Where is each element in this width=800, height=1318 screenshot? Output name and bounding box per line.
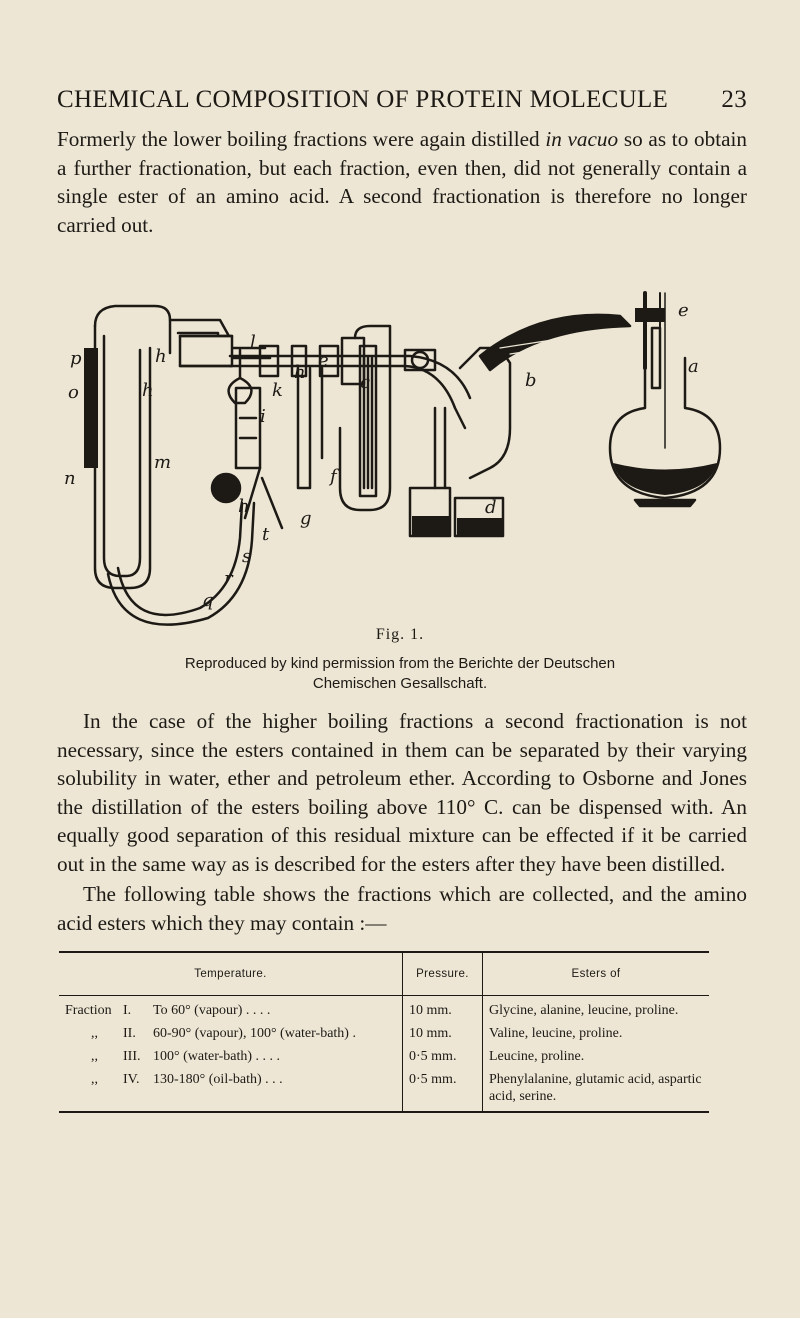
table-row xyxy=(59,1042,709,1065)
figure-letter-a: a xyxy=(688,356,699,377)
fractions-table-container xyxy=(59,951,709,1286)
cell-esters: Valine, leucine, proline. xyxy=(483,1019,710,1042)
cell-esters: Leucine, proline. xyxy=(483,1042,710,1065)
paragraph-1-italic: in vacuo xyxy=(545,127,619,151)
cell-temperature xyxy=(59,1042,403,1065)
cell-pressure: 10 mm. xyxy=(403,996,483,1020)
figure-letter-m: m xyxy=(154,452,172,473)
paragraph-1 xyxy=(57,125,747,239)
cell-temperature xyxy=(59,1019,403,1042)
figure-letter-h2: h xyxy=(294,362,306,383)
figure-letter-e2: e xyxy=(678,300,689,321)
header-temperature: Temperature. xyxy=(59,952,403,996)
table-row xyxy=(59,1019,709,1042)
running-head-title: CHEMICAL COMPOSITION OF PROTEIN MOLECULE xyxy=(57,86,669,113)
fraction-prefix: ,, xyxy=(91,1049,98,1064)
figure-letter-p: p xyxy=(70,348,82,369)
cell-pressure: 0·5 mm. xyxy=(403,1042,483,1065)
table-row xyxy=(59,996,709,1020)
figure-letter-q: q xyxy=(202,590,214,611)
table-row xyxy=(59,1065,709,1112)
figure-letter-t: t xyxy=(262,524,270,545)
header-pressure: Pressure. xyxy=(403,952,483,996)
figure-letter-h4: h xyxy=(238,496,250,517)
cell-temperature xyxy=(59,996,403,1020)
paragraph-1-end: so as to obtain a further fractionation, but each fraction, even then, did not generally contain a single ester of an amino acid. A second fractionation is therefore no longer carried out. xyxy=(57,127,747,237)
cell-pressure: 0·5 mm. xyxy=(403,1065,483,1112)
condenser xyxy=(480,315,630,370)
fraction-temperature: 60-90° (vapour), 100° (water-bath) . xyxy=(153,1026,356,1041)
figure-letter-h: h xyxy=(155,346,167,367)
figure-letter-i: i xyxy=(260,406,266,427)
fraction-number: I. xyxy=(123,1003,132,1018)
fraction-temperature: 130-180° (oil-bath) . . . xyxy=(153,1072,283,1087)
header-esters: Esters of xyxy=(483,952,710,996)
figure-letter-c: c xyxy=(360,372,371,393)
figure-label: Fig. 1. xyxy=(375,626,425,643)
paragraph-3: The following table shows the fractions which are collected, and the amino acid esters which they may contain :— xyxy=(57,882,747,935)
figure-letter-f: f xyxy=(330,466,337,487)
figure-letter-d: d xyxy=(485,497,497,518)
figure-credit: Reproduced by kind permission from the Berichte der Deutschen Chemischen Gesallschaft. xyxy=(184,655,616,692)
figure-letter-e: e xyxy=(318,350,329,371)
fraction-temperature: 100° (water-bath) . . . . xyxy=(153,1049,280,1064)
figure-letter-o: o xyxy=(68,382,79,403)
paragraph-2: In the case of the higher boiling fractions a second fractionation is not necessary, since the esters contained in them can be separated by their varying solubility in water, ether and petroleum ether. According to Osborne and Jones the distillation of the esters boiling above 110° C. can be dispensed with. An equally good separation of this residual mixture can be effected if it be carried out in the same way as is described for the esters after they have been distilled. xyxy=(57,709,747,876)
figure-letter-g: g xyxy=(300,508,312,529)
figure-letter-s: s xyxy=(242,546,252,567)
fraction-prefix: ,, xyxy=(91,1072,98,1087)
vacuum-hose xyxy=(118,503,242,615)
figure-letter-b: b xyxy=(525,370,537,391)
cell-esters: Phenylalanine, glutamic acid, aspartic acid, serine. xyxy=(483,1065,710,1112)
figure-letter-n: n xyxy=(64,468,76,489)
bulb-left xyxy=(212,474,240,502)
paragraph-1-start: Formerly the lower boiling fractions were again distilled xyxy=(57,127,546,151)
fraction-number: II. xyxy=(123,1026,136,1041)
figure-letter-l: l xyxy=(250,332,256,353)
figure-letter-h3: h xyxy=(142,380,154,401)
receiver-tubes-left xyxy=(298,368,310,488)
cell-pressure: 10 mm. xyxy=(403,1019,483,1042)
fraction-number: III. xyxy=(123,1049,141,1064)
figure-letter-r: r xyxy=(224,568,233,589)
fractions-table xyxy=(59,951,709,1113)
cell-esters: Glycine, alanine, leucine, proline. xyxy=(483,996,710,1020)
running-head xyxy=(57,86,747,126)
page-number: 23 xyxy=(721,86,747,113)
fraction-number: IV. xyxy=(123,1072,140,1087)
fraction-prefix: Fraction xyxy=(65,1003,112,1018)
distillation-apparatus-figure xyxy=(60,288,730,628)
left-clamp xyxy=(84,348,98,468)
fraction-temperature: To 60° (vapour) . . . . xyxy=(153,1003,271,1018)
cell-temperature xyxy=(59,1065,403,1112)
figure-letter-k: k xyxy=(272,380,283,401)
table-header-row xyxy=(59,952,709,996)
fraction-prefix: ,, xyxy=(91,1026,98,1041)
